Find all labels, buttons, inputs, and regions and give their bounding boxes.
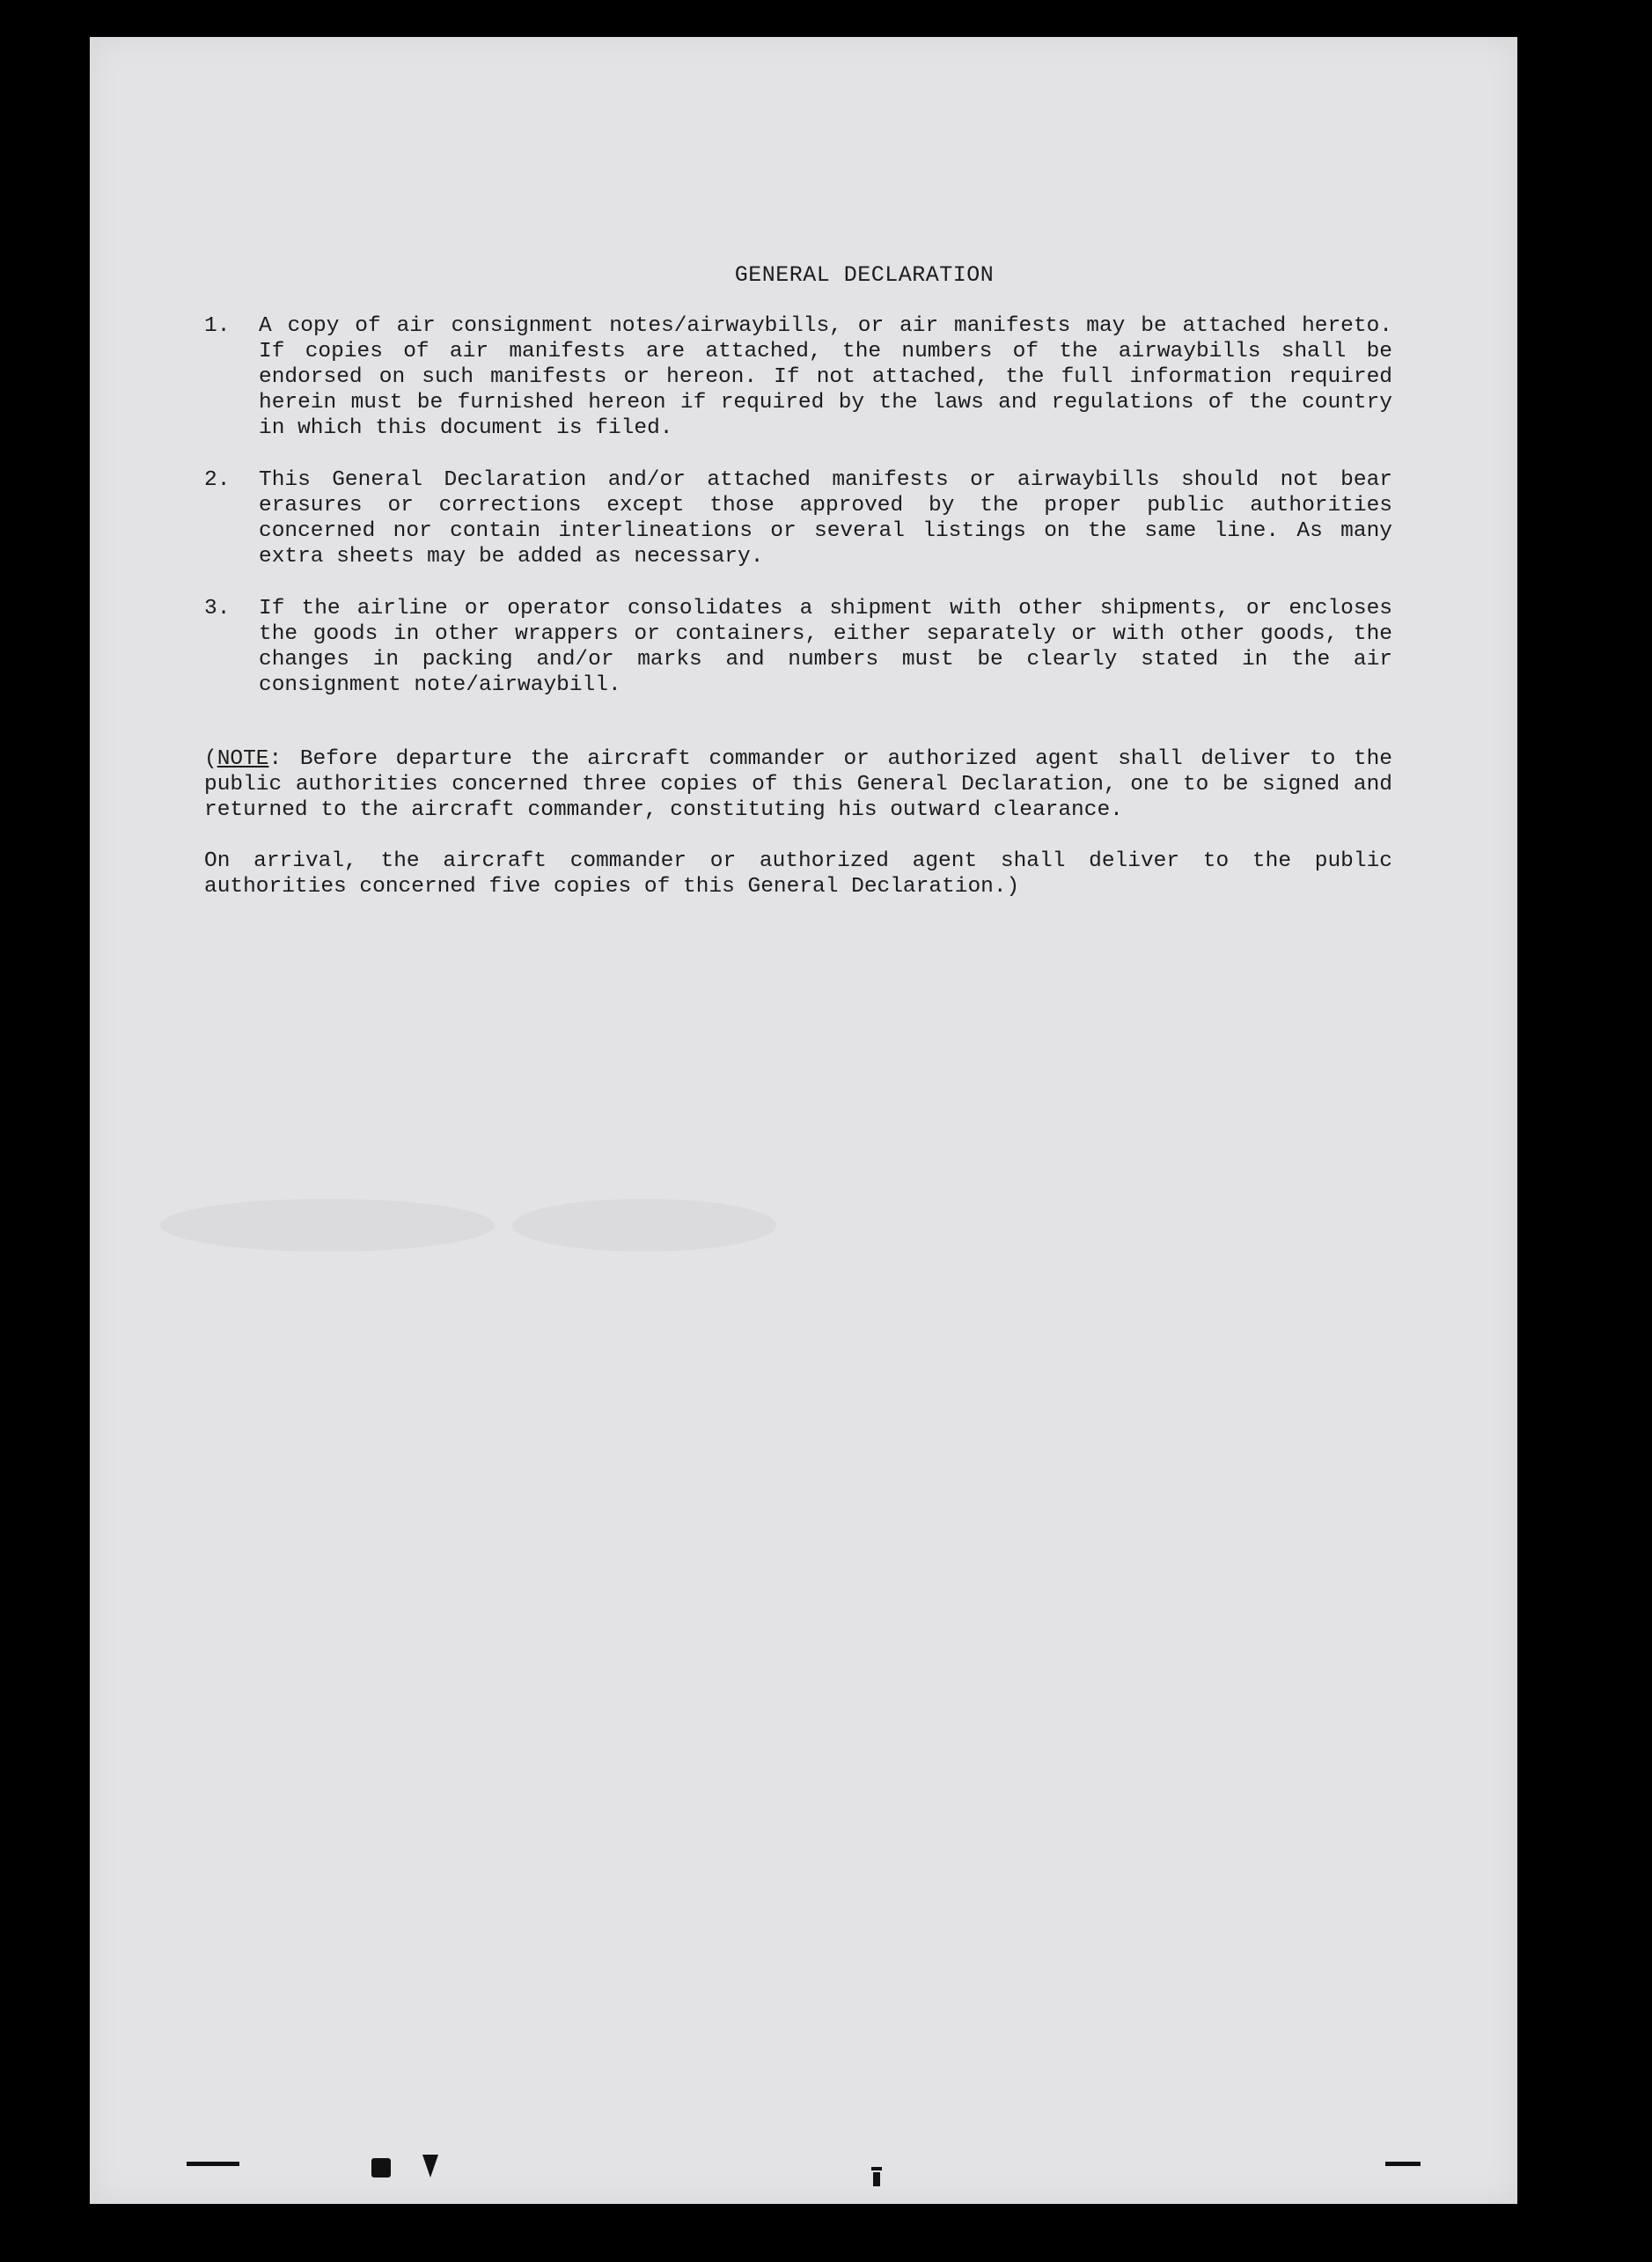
scan-artifact (871, 2167, 882, 2170)
note-paragraph (204, 746, 1392, 823)
paper-stain (160, 1199, 495, 1252)
document-title: GENERAL DECLARATION (734, 262, 995, 288)
item-text: If the airline or operator consolidates a shipment with other shipments, or encloses the goods in other wrappers or containers, either separately or with other goods, the changes in packing and/or marks and numbers must be clearly stated in the air consignment note/airwaybill. (259, 597, 1392, 697)
list-item (204, 313, 1392, 441)
item-number: 3. (204, 597, 231, 621)
paper-stain (512, 1199, 776, 1252)
scan-artifact (1385, 2162, 1421, 2166)
scan-artifact (422, 2155, 438, 2178)
document-content (204, 262, 1392, 900)
scan-artifact (873, 2172, 880, 2186)
scan-artifact (371, 2158, 391, 2178)
note-open-paren: ( (204, 747, 217, 771)
note-text: Before departure the aircraft commander or authorized agent shall deliver to the public authorities concerned three copies of this General Declaration, one to be signed and returned to the aircraft commander, constituting his outward clearance. (204, 747, 1392, 822)
item-text: A copy of air consignment notes/airwaybills, or air manifests may be attached hereto. If copies of air manifests are attached, the numbers of the airwaybills shall be endorsed on such manifests or hereon. If not attached, the full information required herein must be furnished hereon if required by the laws and regulations of the country in which this document is filed. (259, 314, 1392, 440)
document-page (90, 37, 1517, 2204)
arrival-paragraph: On arrival, the aircraft commander or authorized agent shall deliver to the public authorities concerned five copies of this General Declaration.) (204, 849, 1392, 899)
note-label: NOTE (217, 747, 269, 771)
list-item (204, 467, 1392, 569)
item-number: 1. (204, 314, 231, 338)
list-item (204, 596, 1392, 698)
scan-artifact (187, 2162, 239, 2166)
item-number: 2. (204, 468, 231, 492)
note-colon: : (268, 747, 283, 771)
item-text: This General Declaration and/or attached manifests or airwaybills should not bear erasures or corrections except those approved by the proper public authorities concerned nor contain interlineations or several listings on the same line. As many extra sheets may be added as necessary. (259, 468, 1392, 569)
